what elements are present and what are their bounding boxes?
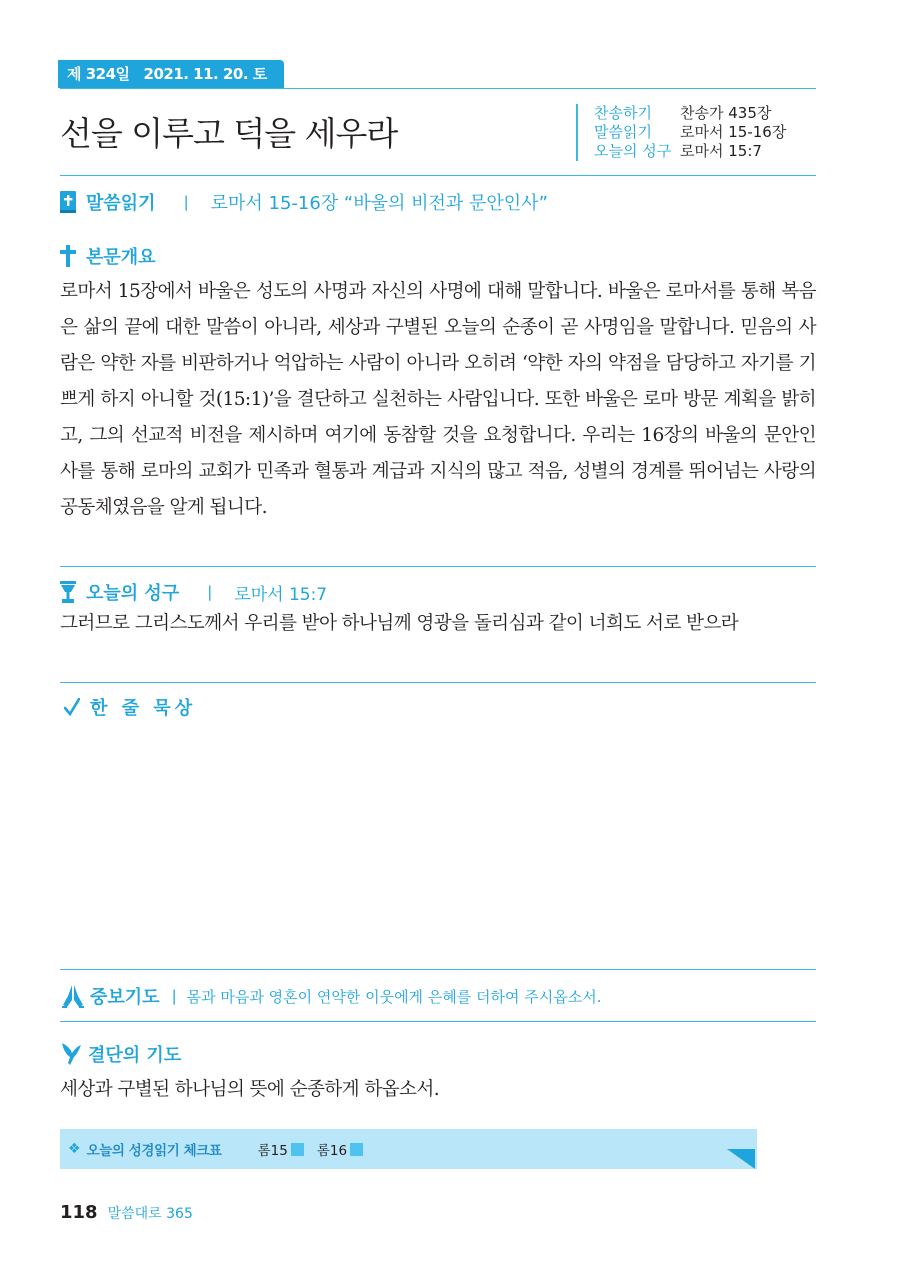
verse-header [60,579,327,605]
page-footer [60,1202,193,1223]
meta-value: 찬송가 435장 [680,104,772,122]
divider [60,969,816,970]
resolution-header [60,1041,181,1067]
divider [60,175,816,176]
overview-label: 본문개요 [86,247,156,268]
meta-row-verse [594,142,786,161]
meta-key: 말씀읽기 [594,123,652,141]
divider [60,566,816,567]
meditation-writing-area[interactable] [60,728,816,966]
praying-hands-icon [60,983,86,1009]
day-number: 제 324일 [67,65,130,83]
meditation-header [64,694,196,720]
intercession-header [60,983,602,1009]
checklist-label: 오늘의 성경읽기 체크표 [86,1143,222,1159]
reading-checklist [60,1129,757,1169]
date-tab [58,60,284,88]
overview-text [60,274,816,526]
checkbox[interactable] [350,1143,363,1156]
check-icon [64,698,80,716]
checkbox[interactable] [291,1143,304,1156]
resolution-text: 세상과 구별된 하나님의 뜻에 순종하게 하옵소서. [60,1079,440,1100]
divider [60,1021,816,1022]
meta-row-reading [594,123,786,142]
intercession-separator: | [171,987,177,1005]
check-item-label: 롬16 [316,1143,348,1159]
check-item[interactable] [258,1139,304,1159]
divider [60,682,816,683]
verse-text: 그러므로 그리스도께서 우리를 받아 하나님께 영광을 돌리심과 같이 너희도 서로 받으라 [60,613,739,634]
bible-icon [60,191,76,213]
cross-icon [60,245,76,267]
verse-label: 오늘의 성구 [86,583,180,604]
header-rule [60,88,816,89]
verse-reference: 로마서 15:7 [234,584,328,605]
meta-value: 로마서 15:7 [680,142,762,160]
verse-text-block [60,606,816,642]
meta-row-hymn [594,104,786,123]
overview-paragraph: 로마서 15장에서 바울은 성도의 사명과 자신의 사명에 대해 말합니다. 바울은 로마서를 통해 복음은 삶의 끝에 대한 말씀이 아니라, 세상과 구별된 오늘의 순종이 곧 사명임을 말합니다. 믿음의 사람은 약한 자를 비판하거나 억압하는 사람이 아니라 오히려 ‘약한 자의 약점을 담당하고 자기를 기쁘게 하지 아니할 것(15:1)’을 결단하고 실천하는 사람입니다. 또한 바울은 로마 방문 계획을 밝히고, 그의 선교적 비전을 제시하며 여기에 동참할 것을 요청합니다. 우리는 16장의 바울의 문안인사를 통해 로마의 교회가 민족과 혈통과 계급과 지식의 많고 적음, 성별의 경계를 뛰어넘는 사랑의 공동체였음을 알게 됩니다. [60,281,816,518]
book-title: 말씀대로 365 [107,1206,193,1222]
page-title: 선을 이루고 덕을 세우라 [60,114,398,153]
page-corner-fold [727,1149,755,1169]
check-item[interactable] [317,1139,363,1159]
meta-value: 로마서 15-16장 [680,123,787,141]
meta-key: 오늘의 성구 [594,142,672,160]
intercession-label: 중보기도 [90,987,160,1008]
reading-separator: | [183,193,189,211]
reading-reference: 로마서 15-16장 “바울의 비전과 문안인사” [210,193,548,214]
resolution-label: 결단의 기도 [88,1045,182,1066]
resolution-text-block [60,1072,816,1108]
meditation-label: 한 줄 묵상 [90,698,197,719]
dove-icon [60,1041,82,1067]
intercession-text: 몸과 마음과 영혼이 연약한 이웃에게 은혜를 더하여 주시옵소서. [186,987,602,1006]
page-number: 118 [60,1202,98,1223]
verse-separator: | [207,583,213,601]
check-item-label: 롬15 [257,1143,288,1159]
reading-label: 말씀읽기 [86,193,156,214]
meta-box [576,104,786,161]
overview-header [60,243,156,269]
reading-header [60,189,548,215]
chalice-icon [60,581,76,603]
diamond-icon: ❖ [68,1141,81,1157]
meta-key: 찬송하기 [594,104,652,122]
date-text: 2021. 11. 20. 토 [143,65,267,83]
